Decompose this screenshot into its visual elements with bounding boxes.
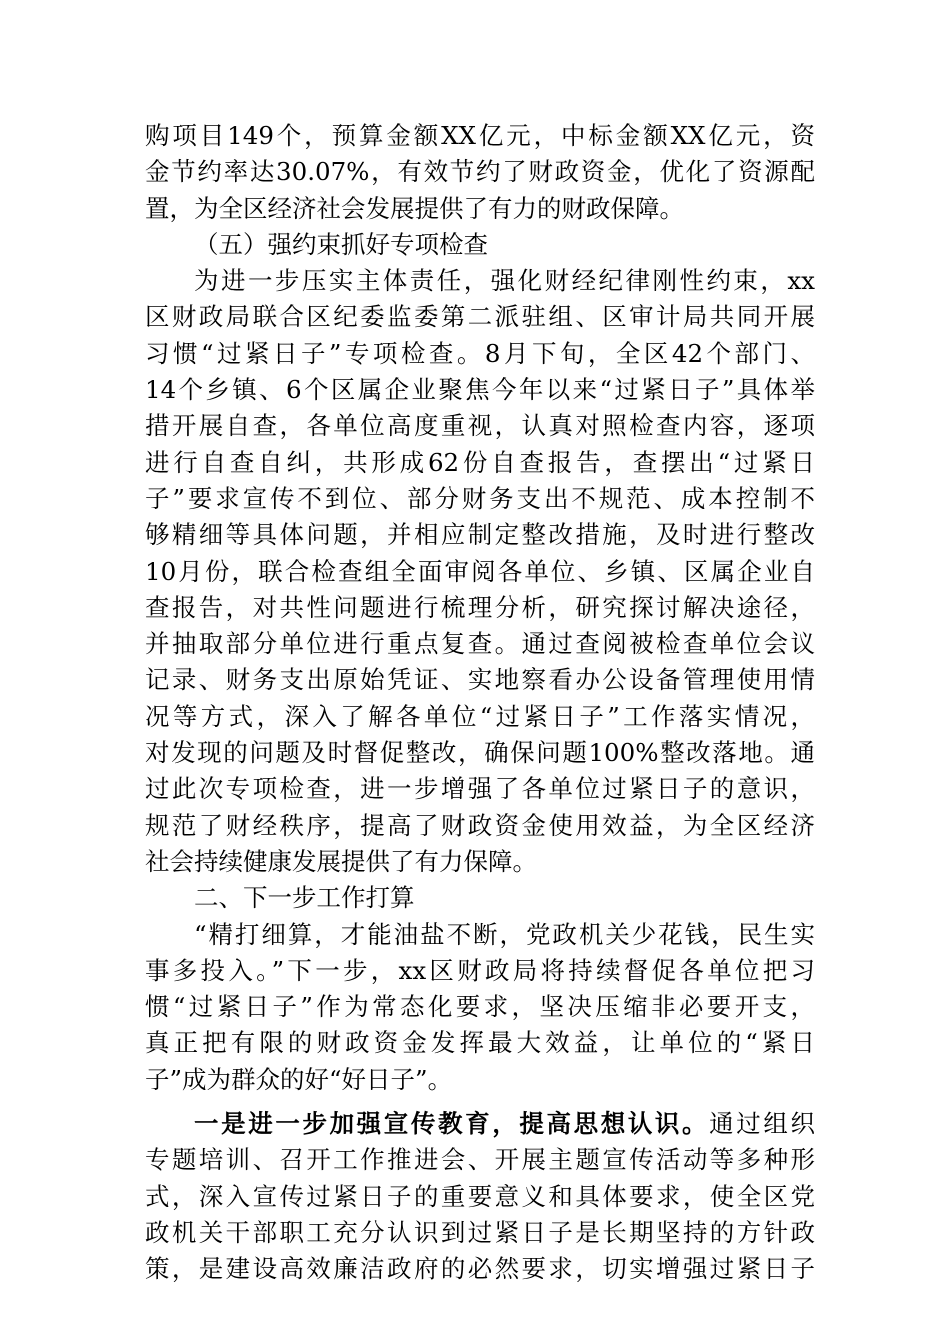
text-line: 策，是建设高效廉洁政府的必然要求，切实增强过紧日子 — [145, 1254, 815, 1284]
text-line: 事多投入。”下一步，xx区财政局将持续督促各单位把习 — [145, 955, 815, 985]
paragraph-gap — [145, 1098, 815, 1106]
section-heading: 二、下一步工作打算 — [194, 883, 415, 913]
text-line: 规范了财经秩序，提高了财政资金使用效益，为全区经济 — [145, 810, 815, 840]
text-line: 并抽取部分单位进行重点复查。通过查阅被检查单位会议 — [145, 629, 815, 659]
text-line: 式，深入宣传过紧日子的重要意义和具体要求，使全区党 — [145, 1181, 815, 1211]
text-line: 子”成为群众的好“好日子”。 — [145, 1064, 453, 1094]
text-line: 措开展自查，各单位高度重视，认真对照检查内容，逐项 — [145, 411, 815, 441]
text-line: 10月份，联合检查组全面审阅各单位、乡镇、区属企业自 — [145, 556, 815, 586]
bold-lead-text: 一是进一步加强宣传教育，提高思想认识。 — [194, 1109, 710, 1139]
text-line: 置，为全区经济社会发展提供了有力的财政保障。 — [145, 193, 684, 223]
text-line: 况等方式，深入了解各单位“过紧日子”工作落实情况， — [145, 701, 815, 731]
document-body — [145, 118, 815, 1288]
text-line: 真正把有限的财政资金发挥最大效益，让单位的“紧日 — [145, 1028, 815, 1058]
text-line: 记录、财务支出原始凭证、实地察看办公设备管理使用情 — [145, 665, 815, 695]
section-heading: （五）强约束抓好专项检查 — [194, 229, 488, 259]
text-line: 区财政局联合区纪委监委第二派驻组、区审计局共同开展 — [145, 302, 815, 332]
text-line: 查报告，对共性问题进行梳理分析，研究探讨解决途径， — [145, 592, 815, 622]
text-line: 过此次专项检查，进一步增强了各单位过紧日子的意识， — [145, 774, 815, 804]
text-line: 对发现的问题及时督促整改，确保问题100%整改落地。通 — [145, 738, 815, 768]
text-line: 习惯“过紧日子”专项检查。8月下旬，全区42个部门、 — [145, 338, 815, 368]
text-line: 进行自查自纠，共形成62份自查报告，查摆出“过紧日 — [145, 447, 815, 477]
text-line: 金节约率达30.07%，有效节约了财政资金，优化了资源配 — [145, 157, 815, 187]
text-line: “精打细算，才能油盐不断，党政机关少花钱，民生实 — [194, 919, 815, 949]
text-line: 社会持续健康发展提供了有力保障。 — [145, 846, 537, 876]
text-line: 子”要求宣传不到位、部分财务支出不规范、成本控制不 — [145, 483, 815, 513]
text-line: 14个乡镇、6个区属企业聚焦今年以来“过紧日子”具体举 — [145, 375, 815, 405]
text-line: 惯“过紧日子”作为常态化要求，坚决压缩非必要开支， — [145, 992, 815, 1022]
text-line — [145, 1106, 815, 1142]
text-line: 专题培训、召开工作推进会、开展主题宣传活动等多种形 — [145, 1145, 815, 1175]
text-span: 通过组织 — [709, 1109, 816, 1139]
text-line: 够精细等具体问题，并相应制定整改措施，及时进行整改 — [145, 520, 815, 550]
text-line: 政机关干部职工充分认识到过紧日子是长期坚持的方针政 — [145, 1217, 815, 1247]
text-line: 为进一步压实主体责任，强化财经纪律刚性约束，xx — [194, 266, 815, 296]
text-line: 购项目149个，预算金额XX亿元，中标金额XX亿元，资 — [145, 121, 815, 150]
